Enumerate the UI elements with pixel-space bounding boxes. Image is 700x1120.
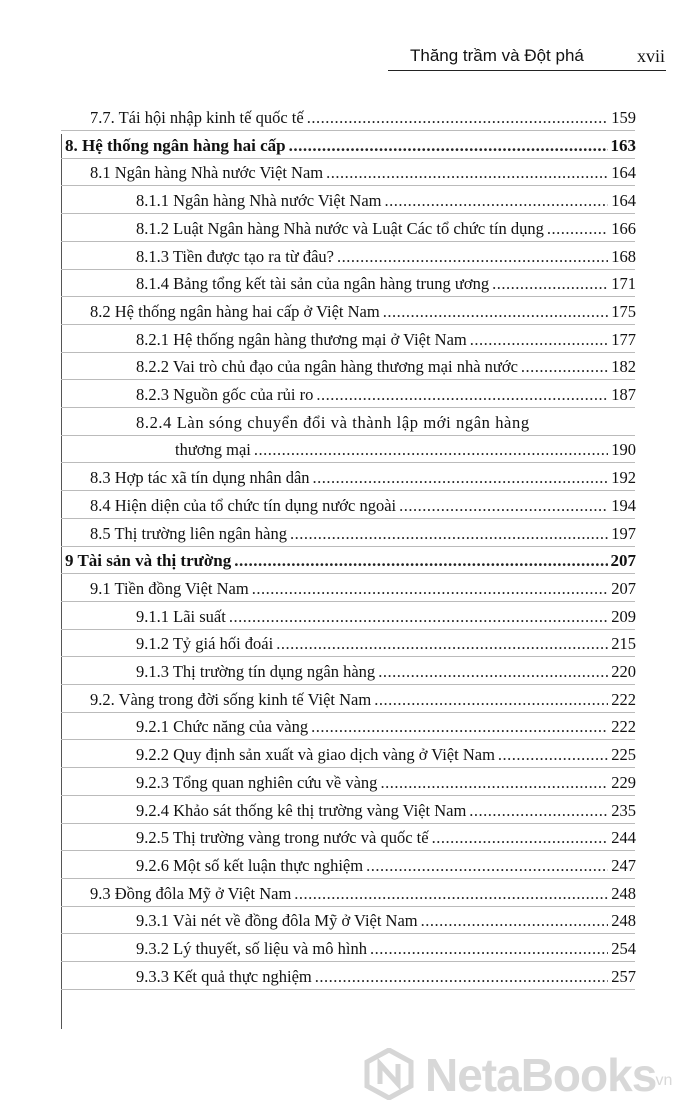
toc-leader-dots xyxy=(399,496,608,516)
toc-entry-page: 159 xyxy=(611,108,636,127)
toc-entry xyxy=(136,961,636,987)
toc-entry-page: 220 xyxy=(611,662,636,681)
toc-entry-label: 8. Hệ thống ngân hàng hai cấp xyxy=(65,135,286,155)
toc-leader-dots xyxy=(498,745,608,765)
toc-entry-label: 9.1.1 Lãi suất xyxy=(136,606,226,626)
toc-entry-page: 190 xyxy=(611,440,636,460)
toc-entry-label: 9.1.3 Thị trường tín dụng ngân hàng xyxy=(136,662,376,681)
toc-entry-label: 9.1 Tiền đồng Việt Nam xyxy=(90,578,249,598)
toc-entry-label: 9.3.2 Lý thuyết, số liệu và mô hình xyxy=(136,939,367,958)
toc-entry-page: 166 xyxy=(611,218,636,238)
toc-entry-page: 222 xyxy=(611,717,636,737)
toc-entry-label: thương mại xyxy=(175,440,251,460)
toc-leader-dots xyxy=(229,607,608,627)
toc-leader-dots xyxy=(380,773,608,793)
toc-entry-page: 225 xyxy=(611,745,636,765)
toc-leader-dots xyxy=(370,939,608,959)
toc-entry-page: 187 xyxy=(611,385,636,404)
toc-entry-page: 164 xyxy=(611,191,636,211)
toc-entry-label: 7.7. Tái hội nhập kinh tế quốc tế xyxy=(90,108,304,127)
toc-entry xyxy=(90,296,636,322)
header-rule xyxy=(388,70,666,71)
toc-entry-page: 215 xyxy=(611,634,636,654)
toc-entry xyxy=(136,601,636,627)
toc-leader-dots xyxy=(337,247,608,267)
toc-entry-label: 9.2.2 Quy định sản xuất và giao dịch vàng ở Việt Nam xyxy=(136,745,495,765)
book-title: Thăng trầm và Đột phá xyxy=(410,46,584,65)
toc-entry-page: 257 xyxy=(611,966,636,986)
toc-leader-dots xyxy=(469,801,608,821)
toc-entry-label: 9 Tài sản và thị trường xyxy=(65,551,232,571)
toc-entry xyxy=(90,518,636,544)
toc-leader-dots xyxy=(252,579,609,599)
toc-leader-dots xyxy=(290,524,608,544)
toc-entry-page: 222 xyxy=(611,689,636,709)
watermark-brand: NetaBooks xyxy=(425,1049,657,1101)
toc-entry-label: 9.2.6 Một số kết luận thực nghiệm xyxy=(136,855,364,875)
toc-entry-page: 197 xyxy=(611,523,636,543)
toc-entry-label: 8.5 Thị trường liên ngân hàng xyxy=(90,523,288,543)
toc-entry xyxy=(136,185,636,211)
toc-leader-dots xyxy=(383,302,609,322)
toc-entry xyxy=(90,878,636,904)
toc-entry xyxy=(136,213,636,239)
toc-leader-dots xyxy=(378,662,608,682)
toc-entry xyxy=(136,850,636,876)
toc-entry-page: 248 xyxy=(611,883,636,903)
toc-entry-page: 175 xyxy=(611,301,636,321)
toc-entry-label: 8.1.3 Tiền được tạo ra từ đâu? xyxy=(136,246,334,266)
toc-leader-dots xyxy=(276,634,608,654)
toc-entry-page: 163 xyxy=(610,135,636,155)
toc-entry-label: 8.1.1 Ngân hàng Nhà nước Việt Nam xyxy=(136,191,382,211)
toc-entry-label: 9.2.1 Chức năng của vàng xyxy=(136,717,309,737)
toc-entry xyxy=(136,628,636,654)
toc-entry-label: 8.2.3 Nguồn gốc của rủi ro xyxy=(136,385,314,404)
toc-leader-dots xyxy=(326,163,608,183)
toc-entry-label: 8.2.4 Làn sóng chuyển đổi và thành lập mới ngân hàng xyxy=(136,412,530,432)
toc-entry xyxy=(136,711,636,737)
toc-entry xyxy=(136,656,636,682)
toc-entry-page: 229 xyxy=(611,772,636,792)
toc-entry xyxy=(136,767,636,793)
toc-entry-page: 207 xyxy=(610,551,636,571)
toc-leader-dots xyxy=(316,385,608,405)
toc-entry xyxy=(136,739,636,765)
page-number: xvii xyxy=(636,46,665,66)
toc-entry-label: 9.3.1 Vài nét về đồng đôla Mỹ ở Việt Nam xyxy=(136,911,418,931)
netabooks-logo-icon xyxy=(363,1048,415,1100)
toc-entry-page: 171 xyxy=(611,274,636,294)
toc-leader-dots xyxy=(313,468,609,488)
toc-leader-dots xyxy=(315,967,609,987)
toc-entry-page: 182 xyxy=(611,357,636,377)
toc-entry-label: 9.2.3 Tổng quan nghiên cứu về vàng xyxy=(136,772,378,792)
toc-leader-dots xyxy=(492,274,608,294)
toc-entry-page: 168 xyxy=(611,246,636,266)
toc-entry xyxy=(90,490,636,516)
toc-entry-label: 9.3.3 Kết quả thực nghiệm xyxy=(136,966,312,986)
toc-entry xyxy=(136,268,636,294)
toc-entry-page: 164 xyxy=(611,163,636,183)
watermark-suffix: .vn xyxy=(651,1072,673,1089)
toc-entry xyxy=(136,379,636,405)
toc-entry-page: 177 xyxy=(611,329,636,349)
toc-entry-label: 8.1.4 Bảng tổng kết tài sản của ngân hàng trung ương xyxy=(136,274,490,294)
toc-entry xyxy=(136,905,636,931)
toc-leader-dots xyxy=(374,690,608,710)
toc-leader-dots xyxy=(311,717,608,737)
toc-entry xyxy=(136,933,636,959)
toc-leader-dots xyxy=(294,884,608,904)
toc-entry xyxy=(65,130,636,156)
toc-leader-dots xyxy=(254,440,608,460)
toc-entry-label: 8.2.1 Hệ thống ngân hàng thương mại ở Việt Nam xyxy=(136,329,467,349)
toc-entry-label: 9.1.2 Tỷ giá hối đoái xyxy=(136,634,274,654)
toc-leader-dots xyxy=(421,911,609,931)
toc-entry-label: 8.3 Hợp tác xã tín dụng nhân dân xyxy=(90,468,310,488)
toc-entry-page: 207 xyxy=(611,578,636,598)
toc-entry xyxy=(90,573,636,599)
toc-entry xyxy=(90,462,636,488)
toc-entry-page: 248 xyxy=(611,911,636,931)
toc-entry-label: 8.2 Hệ thống ngân hàng hai cấp ở Việt Nam xyxy=(90,301,380,321)
toc-leader-dots xyxy=(234,551,607,571)
toc-leader-dots xyxy=(307,108,609,128)
toc-leader-dots xyxy=(289,136,608,156)
toc-entry xyxy=(136,795,636,821)
toc-entry-label: 8.2.2 Vai trò chủ đạo của ngân hàng thương mại nhà nước xyxy=(136,357,518,377)
toc-entry xyxy=(65,545,636,571)
watermark xyxy=(363,1046,683,1106)
toc-entry xyxy=(136,407,636,433)
toc-entry-label: 8.1.2 Luật Ngân hàng Nhà nước và Luật Các tổ chức tín dụng xyxy=(136,218,544,238)
toc-entry xyxy=(136,351,636,377)
toc-entry-page: 209 xyxy=(611,606,636,626)
toc-entry xyxy=(136,822,636,848)
running-head xyxy=(410,44,665,72)
toc-entry-page: 254 xyxy=(611,939,636,958)
toc-entry-label: 9.2.5 Thị trường vàng trong nước và quốc tế xyxy=(136,828,429,848)
toc-entry-page: 192 xyxy=(611,468,636,488)
toc-entry xyxy=(136,241,636,267)
toc-entry xyxy=(175,434,636,460)
toc-leader-dots xyxy=(366,856,608,876)
toc-entry xyxy=(90,102,636,128)
toc-leader-dots xyxy=(385,191,609,211)
toc-entry-label: 8.1 Ngân hàng Nhà nước Việt Nam xyxy=(90,163,324,183)
toc-entry-page: 247 xyxy=(611,855,636,875)
toc-entry-page: 194 xyxy=(611,495,636,515)
toc-leader-dots xyxy=(470,330,608,350)
toc-entry-page: 235 xyxy=(611,800,636,820)
toc-entry-label: 9.2.4 Khảo sát thống kê thị trường vàng Việt Nam xyxy=(136,800,467,820)
toc-entry xyxy=(136,324,636,350)
toc-leader-dots xyxy=(432,828,609,848)
toc-leader-dots xyxy=(521,357,608,377)
toc-entry-label: 9.2. Vàng trong đời sống kinh tế Việt Nam xyxy=(90,689,372,709)
toc-entry-page: 244 xyxy=(611,828,636,848)
toc-row-divider xyxy=(61,989,635,990)
toc-entry-label: 9.3 Đồng đôla Mỹ ở Việt Nam xyxy=(90,883,292,903)
toc-entry xyxy=(90,684,636,710)
toc-leader-dots xyxy=(547,219,608,239)
toc-entry-label: 8.4 Hiện diện của tổ chức tín dụng nước ngoài xyxy=(90,495,397,515)
toc-entry xyxy=(90,157,636,183)
